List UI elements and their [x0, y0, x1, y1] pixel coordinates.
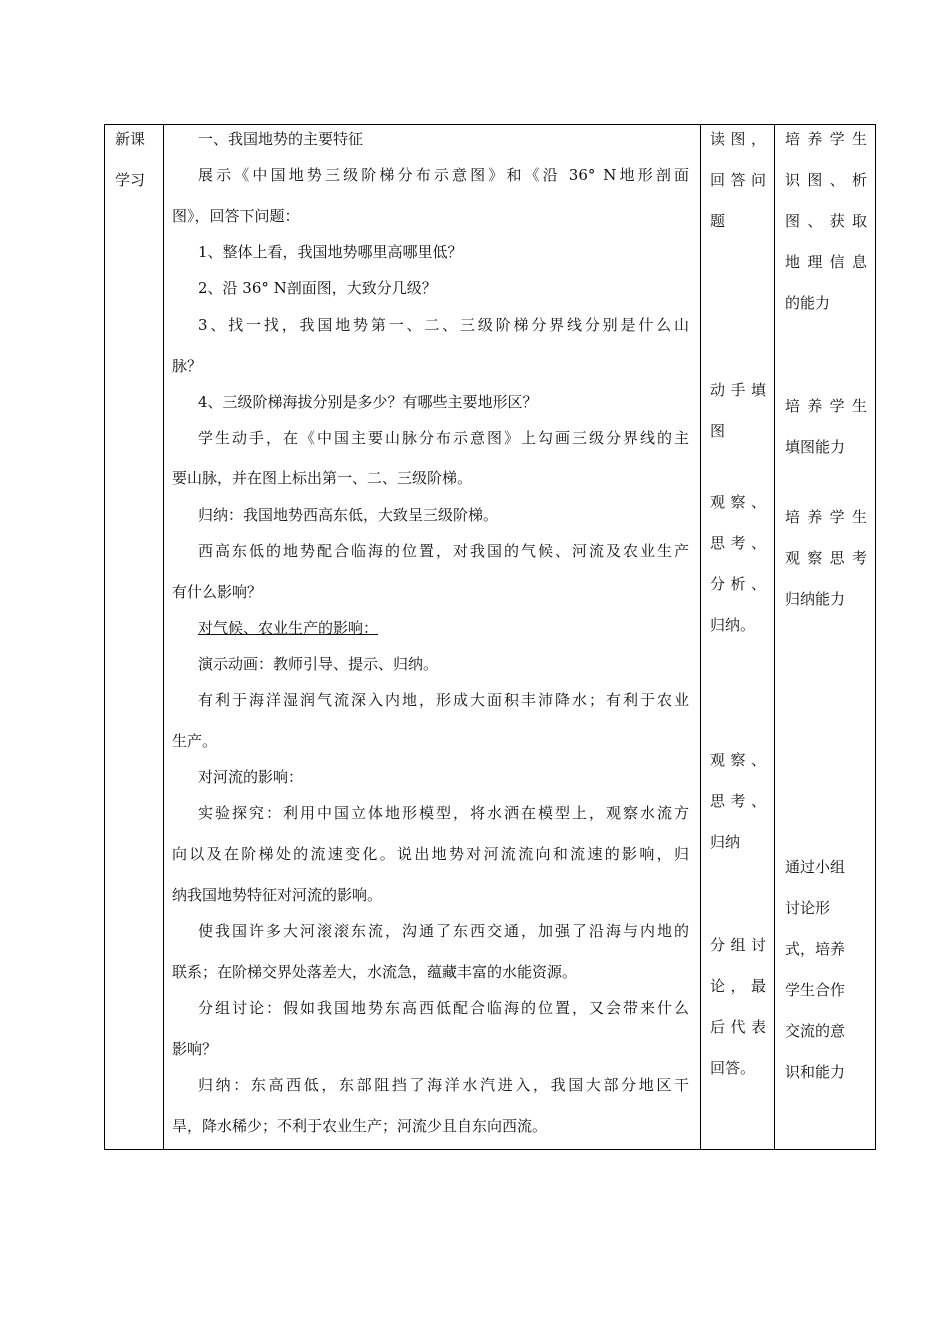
content-cell [164, 125, 700, 1149]
activity-line: 论，最 [710, 977, 766, 995]
content-line: 向以及在阶梯处的流速变化。说出地势对河流流向和流速的影响，归 [172, 845, 689, 863]
activity-line: 动手填 [710, 381, 766, 399]
purpose-line: 通过小组 [785, 858, 846, 876]
purpose-line: 学生合作 [785, 981, 846, 999]
purpose-line: 式，培养 [785, 940, 846, 958]
content-line: 使我国许多大河滚滚东流，沟通了东西交通，加强了沿海与内地的 [198, 922, 689, 940]
content-line: 1、整体上看，我国地势哪里高哪里低？ [198, 243, 463, 261]
activity-line: 思考、 [710, 534, 766, 552]
purpose-line: 归纳能力 [785, 590, 846, 608]
content-line: 归纳：东高西低，东部阻挡了海洋水汽进入，我国大部分地区干 [198, 1076, 689, 1094]
purpose-line: 培养学生 [785, 508, 867, 526]
activity-line: 思考、 [710, 792, 766, 810]
purpose-line: 图、获取 [785, 212, 867, 230]
content-line: 生产。 [172, 732, 218, 750]
activity-line: 分组讨 [710, 936, 766, 954]
purpose-line: 地理信息 [785, 253, 867, 271]
purpose-line: 填图能力 [785, 438, 846, 456]
content-line: 3、找一找，我国地势第一、二、三级阶梯分界线分别是什么山 [198, 316, 689, 334]
activity-line: 观察、 [710, 493, 766, 511]
student-activity-cell [701, 125, 774, 1149]
content-line: 实验探究：利用中国立体地形模型，将水洒在模型上，观察水流方 [198, 804, 689, 822]
content-line: 脉？ [172, 357, 203, 375]
content-line: 要山脉，并在图上标出第一、二、三级阶梯。 [172, 469, 473, 487]
activity-line: 观察、 [710, 751, 766, 769]
content-subheading: 对气候、农业生产的影响： [198, 619, 379, 637]
purpose-line: 交流的意 [785, 1022, 846, 1040]
content-line: 西高东低的地势配合临海的位置，对我国的气候、河流及农业生产 [198, 542, 689, 560]
lesson-table [104, 124, 876, 1150]
activity-line: 读图， [710, 130, 766, 148]
content-line: 影响？ [172, 1040, 218, 1058]
purpose-line: 观察思考 [785, 549, 867, 567]
content-subheading: 对河流的影响： [198, 768, 304, 786]
purpose-cell [775, 125, 874, 1149]
content-line: 纳我国地势特征对河流的影响。 [172, 886, 383, 904]
purpose-line: 的能力 [785, 294, 831, 312]
purpose-line: 培养学生 [785, 397, 867, 415]
content-line: 有什么影响？ [172, 583, 263, 601]
content-line: 4、三级阶梯海拔分别是多少？有哪些主要地形区？ [198, 393, 538, 411]
section-label: 学习 [115, 171, 146, 189]
content-line: 图》，回答下问题： [172, 207, 300, 225]
content-line: 展示《中国地势三级阶梯分布示意图》和《沿 36° N地形剖面 [198, 166, 689, 184]
activity-line: 回答。 [710, 1059, 756, 1077]
content-line: 学生动手，在《中国主要山脉分布示意图》上勾画三级分界线的主 [198, 429, 689, 447]
content-line: 演示动画：教师引导、提示、归纳。 [198, 655, 439, 673]
content-line: 分组讨论：假如我国地势东高西低配合临海的位置，又会带来什么 [198, 999, 689, 1017]
activity-line: 回答问 [710, 171, 766, 189]
purpose-line: 讨论形 [785, 899, 831, 917]
activity-line: 归纳 [710, 833, 741, 851]
content-line: 联系；在阶梯交界处落差大，水流急，蕴藏丰富的水能资源。 [172, 963, 578, 981]
purpose-line: 培养学生 [785, 130, 867, 148]
purpose-line: 识图、析 [785, 171, 867, 189]
section-cell [105, 125, 163, 1149]
activity-line: 题 [710, 212, 726, 230]
content-line: 归纳：我国地势西高东低，大致呈三级阶梯。 [198, 506, 499, 524]
purpose-line: 识和能力 [785, 1063, 846, 1081]
section-label: 新课 [115, 130, 146, 148]
content-line: 2、沿 36° N剖面图，大致分几级？ [198, 279, 437, 297]
activity-line: 归纳。 [710, 616, 756, 634]
activity-line: 分析、 [710, 575, 766, 593]
activity-line: 后代表 [710, 1018, 766, 1036]
content-line: 有利于海洋湿润气流深入内地，形成大面积丰沛降水；有利于农业 [198, 691, 689, 709]
activity-line: 图 [710, 422, 726, 440]
content-line: 一、我国地势的主要特征 [198, 130, 364, 148]
content-line: 旱，降水稀少；不利于农业生产；河流少且自东向西流。 [172, 1117, 548, 1135]
